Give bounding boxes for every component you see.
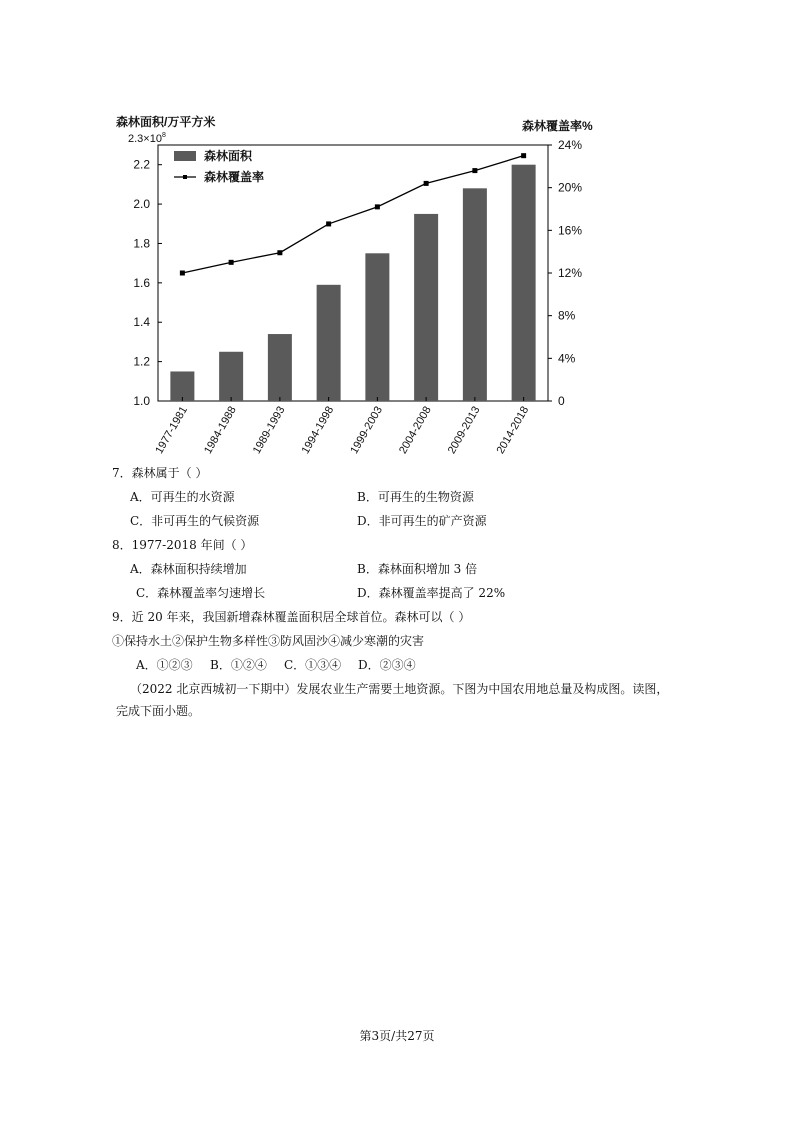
x-tick-label: 2014-2018 bbox=[494, 404, 532, 457]
bar bbox=[268, 334, 292, 401]
right-tick-label: 0 bbox=[558, 394, 565, 408]
right-axis bbox=[548, 138, 582, 408]
question-8-stem: 8．1977-2018 年间（ ） bbox=[112, 538, 253, 552]
question-7-option-b: B．可再生的生物资源 bbox=[357, 490, 474, 504]
question-8-option-d: D．森林覆盖率提高了 22% bbox=[357, 586, 506, 600]
right-tick-label: 4% bbox=[558, 351, 576, 366]
right-tick-label: 24% bbox=[558, 138, 583, 152]
left-tick-label: 1.6 bbox=[133, 275, 150, 290]
right-tick-label: 16% bbox=[558, 223, 583, 238]
left-tick-label: 1.2 bbox=[133, 354, 150, 369]
x-tick-label: 2004-2008 bbox=[397, 404, 434, 457]
question-9-option-c: C．①③④ bbox=[284, 658, 342, 672]
right-tick-label: 12% bbox=[558, 266, 583, 280]
question-7-stem: 7．森林属于（ ） bbox=[112, 466, 208, 480]
x-tick-label: 1977-1981 bbox=[153, 404, 190, 457]
left-axis-multiplier: $2.3\times 10^8$ bbox=[128, 132, 166, 145]
line-marker bbox=[229, 260, 234, 265]
question-9-option-b: B．①②④ bbox=[210, 658, 267, 672]
line-marker bbox=[180, 271, 185, 276]
left-tick-label: 2.0 bbox=[133, 197, 150, 212]
bar bbox=[414, 214, 438, 401]
x-axis-labels bbox=[153, 397, 531, 456]
legend-line-marker bbox=[183, 175, 187, 179]
question-7-option-d: D．非可再生的矿产资源 bbox=[357, 514, 487, 528]
question-7-option-a: A．可再生的水资源 bbox=[130, 490, 235, 504]
line-marker bbox=[472, 168, 477, 173]
bar bbox=[317, 285, 341, 401]
right-tick-label: 20% bbox=[558, 180, 583, 195]
question-9-stem: 9．近 20 年来，我国新增森林覆盖面积居全球首位。森林可以（ ） bbox=[112, 610, 471, 624]
bar bbox=[170, 371, 194, 401]
question-9-option-a: A．①②③ bbox=[136, 658, 193, 672]
bar-series bbox=[170, 165, 535, 401]
left-tick-label: 1.4 bbox=[133, 315, 150, 330]
x-tick-label: 1999-2003 bbox=[348, 404, 385, 457]
page-footer: 第3页/共27页 bbox=[359, 1029, 435, 1043]
question-8-option-b: B．森林面积增加 3 倍 bbox=[357, 562, 478, 576]
forest-chart bbox=[0, 0, 794, 460]
bar bbox=[219, 352, 243, 401]
left-tick-label: 1.8 bbox=[133, 236, 150, 251]
x-tick-label: 1994-1998 bbox=[299, 404, 337, 457]
question-9-statements: ①保持水土②保护生物多样性③防风固沙④减少寒潮的灾害 bbox=[112, 634, 425, 648]
line-marker bbox=[277, 250, 282, 255]
line-marker bbox=[424, 181, 429, 186]
legend-bar-label: 森林面积 bbox=[204, 149, 253, 163]
legend bbox=[174, 148, 264, 184]
left-tick-label: 1.0 bbox=[133, 394, 150, 408]
right-tick-label: 8% bbox=[558, 308, 576, 323]
bar bbox=[365, 253, 389, 401]
left-axis-title: 森林面积/万平方米 bbox=[116, 115, 216, 129]
bar bbox=[463, 188, 487, 401]
legend-line-label: 森林覆盖率 bbox=[204, 170, 265, 184]
line-marker bbox=[521, 153, 526, 158]
x-tick-label: 2009-2013 bbox=[445, 404, 483, 457]
x-tick-label: 1984-1988 bbox=[202, 404, 239, 457]
bar bbox=[512, 165, 536, 401]
next-section-intro: （2022 北京西城初一下期中）发展农业生产需要土地资源。下图为中国农用地总量及构成图。读图，完成下面小题。 bbox=[116, 682, 669, 718]
question-9-option-d: D．②③④ bbox=[358, 658, 416, 672]
legend-bar-swatch bbox=[174, 151, 196, 161]
right-axis-title: 森林覆盖率% bbox=[522, 119, 593, 133]
line-marker bbox=[326, 221, 331, 226]
line-marker bbox=[375, 204, 380, 209]
left-tick-label: 2.2 bbox=[133, 157, 150, 172]
x-tick-label: 1989-1993 bbox=[250, 404, 288, 457]
question-8-option-c: C．森林覆盖率匀速增长 bbox=[136, 586, 266, 600]
question-8-option-a: A．森林面积持续增加 bbox=[130, 562, 247, 576]
question-7-option-c: C．非可再生的气候资源 bbox=[130, 514, 260, 528]
